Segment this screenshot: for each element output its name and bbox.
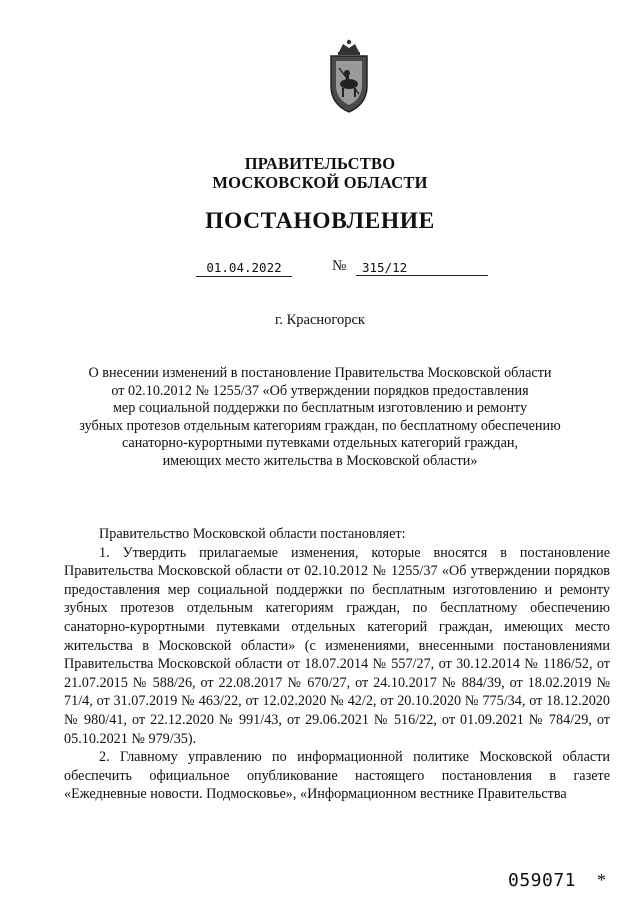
subject-line: О внесении изменений в постановление Правительства Московской области [88,365,552,381]
serial-mark: * [597,870,606,890]
number-sign: № [332,258,347,274]
subject-line: мер социальной поддержки по бесплатным изготовлению и ремонту [112,400,528,416]
document-number: 315/12 [356,260,488,276]
government-name-line1: ПРАВИТЕЛЬСТВО [244,154,396,173]
coat-of-arms-emblem [325,38,373,116]
document-date: 01.04.2022 [196,260,292,277]
subject-line: от 02.10.2012 № 1255/37 «Об утверждении порядков предоставления [111,382,529,399]
body-item-2: 2. Главному управлению по информационной политике Московской области обеспечить официальное опубликование настоящего постановления в газете «Ежедневные новости. Подмосковье», «Информационном вестнике Правительства [64,749,610,803]
government-name-line2: МОСКОВСКОЙ ОБЛАСТИ [212,173,428,192]
form-serial-number: 059071 [508,870,577,891]
city-name: г. Красногорск [275,312,365,328]
body-intro: Правительство Московской области постановляет: [99,526,406,542]
body-item-1: 1. Утвердить прилагаемые изменения, которые вносятся в постановление Правительства Московской области от 02.10.2012 № 1255/37 «Об утверждении порядков предоставления мер социальной поддержки по бесплатным изготовлению и ремонту зубных протезов отдельным категориям граждан, по бесплатному обеспечению санаторно-курортными путевками отдельных категорий граждан, имеющих место жительства в Московской области» (с изменениями, внесенными постановлениями Правительства Московской области от 18.07.2014 № 557/27, от 30.12.2014 № 1186/52, от 21.07.2015 № 588/26, от 22.08.2017 № 670/27, от 24.10.2017 № 884/39, от 18.02.2019 № 71/4, от 31.07.2019 № 463/22, от 12.02.2020 № 42/2, от 20.10.2020 № 775/34, от 18.12.2020 № 980/41, от 22.12.2020 № 991/43, от 29.06.2021 № 516/22, от 01.09.2021 № 784/29, от 05.10.2021 № 979/35). [64,544,610,747]
subject-line: имеющих место жительства в Московской области» [162,452,478,469]
document-type-title: ПОСТАНОВЛЕНИЕ [205,208,435,234]
document-body [64,525,610,804]
document-subject [70,365,570,470]
subject-line: санаторно-курортными путевками отдельных категорий граждан, [121,435,519,451]
subject-line: зубных протезов отдельным категориям граждан, по бесплатному обеспечению [79,417,561,434]
